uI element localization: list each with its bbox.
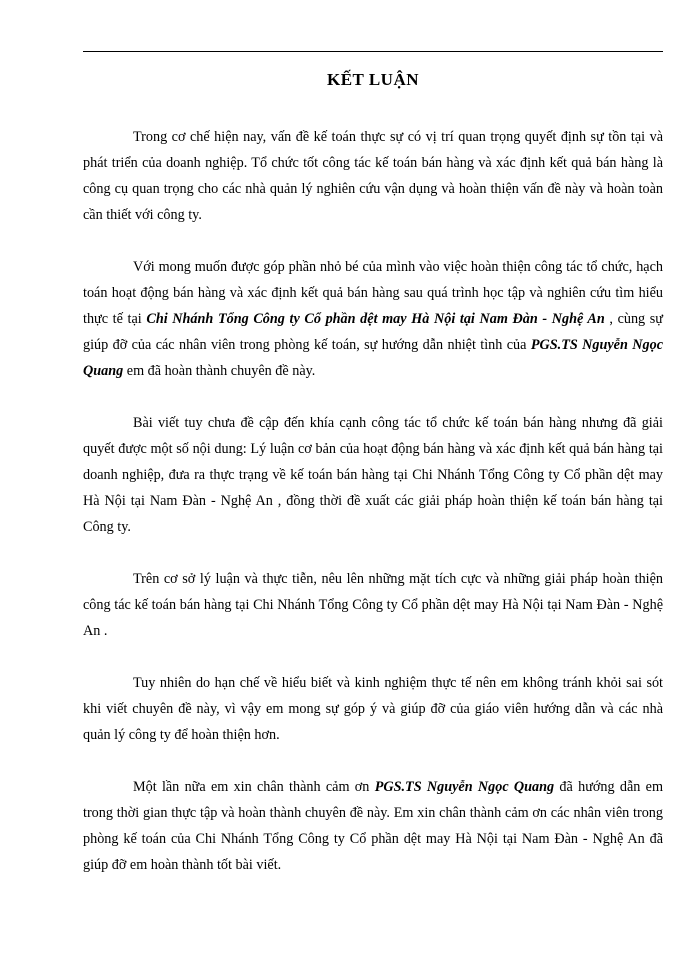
- company-name-emphasis: Chi Nhánh Tổng Công ty Cổ phần dệt may Hà Nội tại Nam Đàn - Nghệ An: [146, 311, 605, 327]
- advisor-name-emphasis: PGS.TS Nguyễn Ngọc Quang: [83, 337, 663, 379]
- paragraph-2-text-b: , cùng sự giúp đỡ của các nhân viên trong phòng kế toán, sự hướng dẫn nhiệt tình của: [83, 311, 663, 353]
- paragraph-6-text-a: Một lần nữa em xin chân thành cảm ơn: [133, 779, 375, 795]
- paragraph-2-text-c: em đã hoàn thành chuyên đề này.: [123, 363, 316, 379]
- paragraph-2: [83, 254, 663, 384]
- paragraph-2-text-a: Với mong muốn được góp phần nhỏ bé của mình vào việc hoàn thiện công tác tổ chức, hạch toán hoạt động bán hàng và xác định kết quả bán hàng sau quá trình học tập và nghiên cứu tìm hiểu thực tế tại: [83, 259, 663, 327]
- paragraph-4: Trên cơ sở lý luận và thực tiễn, nêu lên những mặt tích cực và những giải pháp hoàn thiện công tác kế toán bán hàng tại Chi Nhánh Tổng Công ty Cổ phần dệt may Hà Nội tại Nam Đàn - Nghệ An .: [83, 571, 663, 639]
- paragraph-5: Tuy nhiên do hạn chế về hiểu biết và kinh nghiệm thực tế nên em không tránh khỏi sai sót khi viết chuyên đề này, vì vậy em mong sự góp ý và giúp đỡ của giáo viên hướng dẫn và các nhà quản lý công ty để hoàn thiện hơn.: [83, 675, 663, 743]
- header-rule: [83, 51, 663, 52]
- page-title: KẾT LUẬN: [326, 70, 419, 89]
- paragraph-6-text-b: đã hướng dẫn em trong thời gian thực tập và hoàn thành chuyên đề này. Em xin chân thành cảm ơn các nhân viên trong phòng kế toán của Chi Nhánh Tổng Công ty Cổ phần dệt may Hà Nội tại Nam Đàn - Nghệ An đã giúp đỡ em hoàn thành tốt bài viết.: [83, 779, 663, 873]
- paragraph-1: Trong cơ chế hiện nay, vấn đề kế toán thực sự có vị trí quan trọng quyết định sự tồn tại và phát triển của doanh nghiệp. Tổ chức tốt công tác kế toán bán hàng và xác định kết quả bán hàng là công cụ quan trọng cho các nhà quản lý nghiên cứu vận dụng và hoàn thiện vấn đề này và hoàn toàn cần thiết với công ty.: [83, 129, 663, 223]
- paragraph-6: [83, 774, 663, 878]
- advisor-name-emphasis: PGS.TS Nguyễn Ngọc Quang: [374, 779, 555, 795]
- paragraph-3: Bài viết tuy chưa đề cập đến khía cạnh công tác tổ chức kế toán bán hàng nhưng đã giải quyết được một số nội dung: Lý luận cơ bản của hoạt động bán hàng và xác định kết quả bán hàng tại doanh nghiệp, đưa ra thực trạng về kế toán bán hàng tại Chi Nhánh Tổng Công ty Cổ phần dệt may Hà Nội tại Nam Đàn - Nghệ An , đồng thời đề xuất các giải pháp hoàn thiện kế toán bán hàng tại Công ty.: [83, 415, 663, 535]
